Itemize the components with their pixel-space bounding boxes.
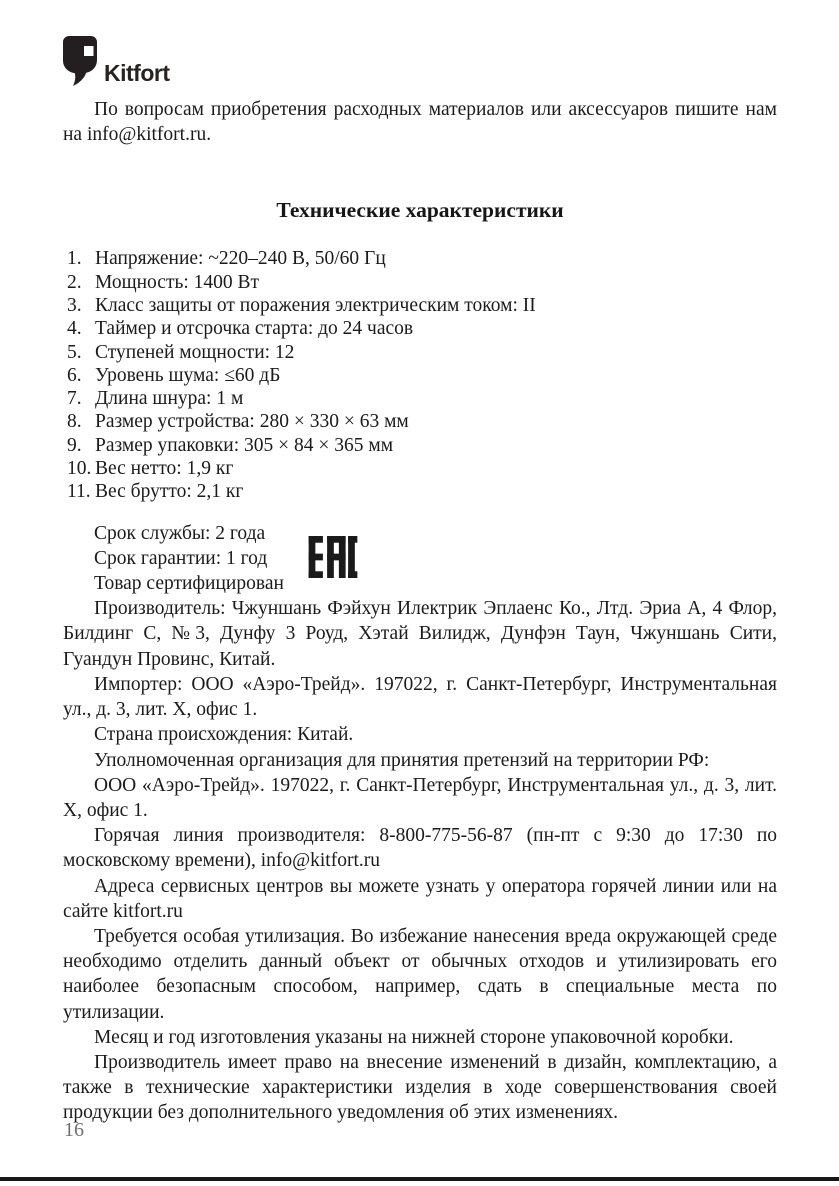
section-title: Технические характеристики [276, 198, 564, 223]
certified-line: Товар сертифицирован [94, 573, 284, 595]
spec-item-power-levels: Ступеней мощности: 12 [95, 341, 295, 363]
specs-list [63, 247, 777, 503]
spec-item-net-weight: Вес нетто: 1,9 кг [95, 458, 234, 480]
intro-paragraph: По вопросам приобретения расходных материалов или аксессуаров пишите нам на info@kitfort.ru. [63, 99, 777, 146]
spec-item-power: Мощность: 1400 Вт [95, 271, 260, 293]
design-changes-paragraph: Производитель имеет право на внесение изменений в дизайн, комплектацию, а также в технические характеристики изделия в ходе совершенствования своей продукции без дополнительного уведомления об этих изменениях. [63, 1051, 777, 1124]
manufacture-date-paragraph: Месяц и год изготовления указаны на нижней стороне упаковочной коробки. [94, 1026, 734, 1048]
kitfort-logo [63, 36, 777, 86]
spec-item-cord-length: Длина шнура: 1 м [95, 388, 244, 410]
bottom-rule [0, 1177, 839, 1181]
spec-item-gross-weight: Вес брутто: 2,1 кг [95, 481, 244, 503]
spec-item-noise-level: Уровень шума: ≤60 дБ [95, 364, 281, 386]
authorized-org-address-paragraph: ООО «Аэро-Трейд». 197022, г. Санкт-Петербург, Инструментальная ул., д. 3, лит. Х, офис 1. [63, 774, 777, 821]
body-text [63, 596, 777, 1125]
disposal-paragraph: Требуется особая утилизация. Во избежание нанесения вреда окружающей среде необходимо отделить данный объект от обычных отходов и утилизировать его наиболее безопасным способом, например, сдать в специальные места по утилизации. [63, 925, 777, 1023]
spec-item-package-size: Размер упаковки: 305 × 84 × 365 мм [95, 434, 394, 456]
kitfort-wordmark: Kitfort [104, 60, 170, 86]
service-life-line: Срок службы: 2 года [94, 522, 266, 544]
service-centers-paragraph: Адреса сервисных центров вы можете узнать у оператора горячей линии или на сайте kitfort.ru [63, 875, 777, 922]
authorized-org-paragraph: Уполномоченная организация для принятия претензий на территории РФ: [94, 749, 710, 771]
spec-item-timer: Таймер и отсрочка старта: до 24 часов [95, 318, 414, 340]
eac-certification-icon [308, 536, 358, 578]
spec-item-protection-class: Класс защиты от поражения электрическим током: II [95, 295, 536, 316]
warranty-line: Срок гарантии: 1 год [94, 547, 268, 569]
spec-item-device-size: Размер устройства: 280 × 330 × 63 мм [95, 411, 409, 433]
kitfort-logo-icon [63, 36, 97, 86]
certification-block [63, 521, 777, 597]
importer-paragraph: Импортер: ООО «Аэро-Трейд». 197022, г. Санкт-Петербург, Инструментальная ул., д. 3, лит. Х, офис 1. [63, 673, 777, 721]
spec-item-voltage: Напряжение: ~220–240 В, 50/60 Гц [95, 248, 386, 270]
hotline-paragraph: Горячая линия производителя: 8-800-775-56-87 (пн-пт с 9:30 до 17:30 по московскому времени), info@kitfort.ru [63, 825, 777, 872]
page-number: 16 [64, 1119, 84, 1141]
origin-country-paragraph: Страна происхождения: Китай. [94, 724, 354, 746]
manufacturer-paragraph: Производитель: Чжуншань Фэйхун Илектрик Эплаенс Ко., Лтд. Эриа А, 4 Флор, Билдинг С, №3, Дунфу 3 Роуд, Хэтай Вилидж, Дунфэн Таун, Чжуншань Сити, Гуандун Провинс, Китай. [63, 598, 777, 670]
